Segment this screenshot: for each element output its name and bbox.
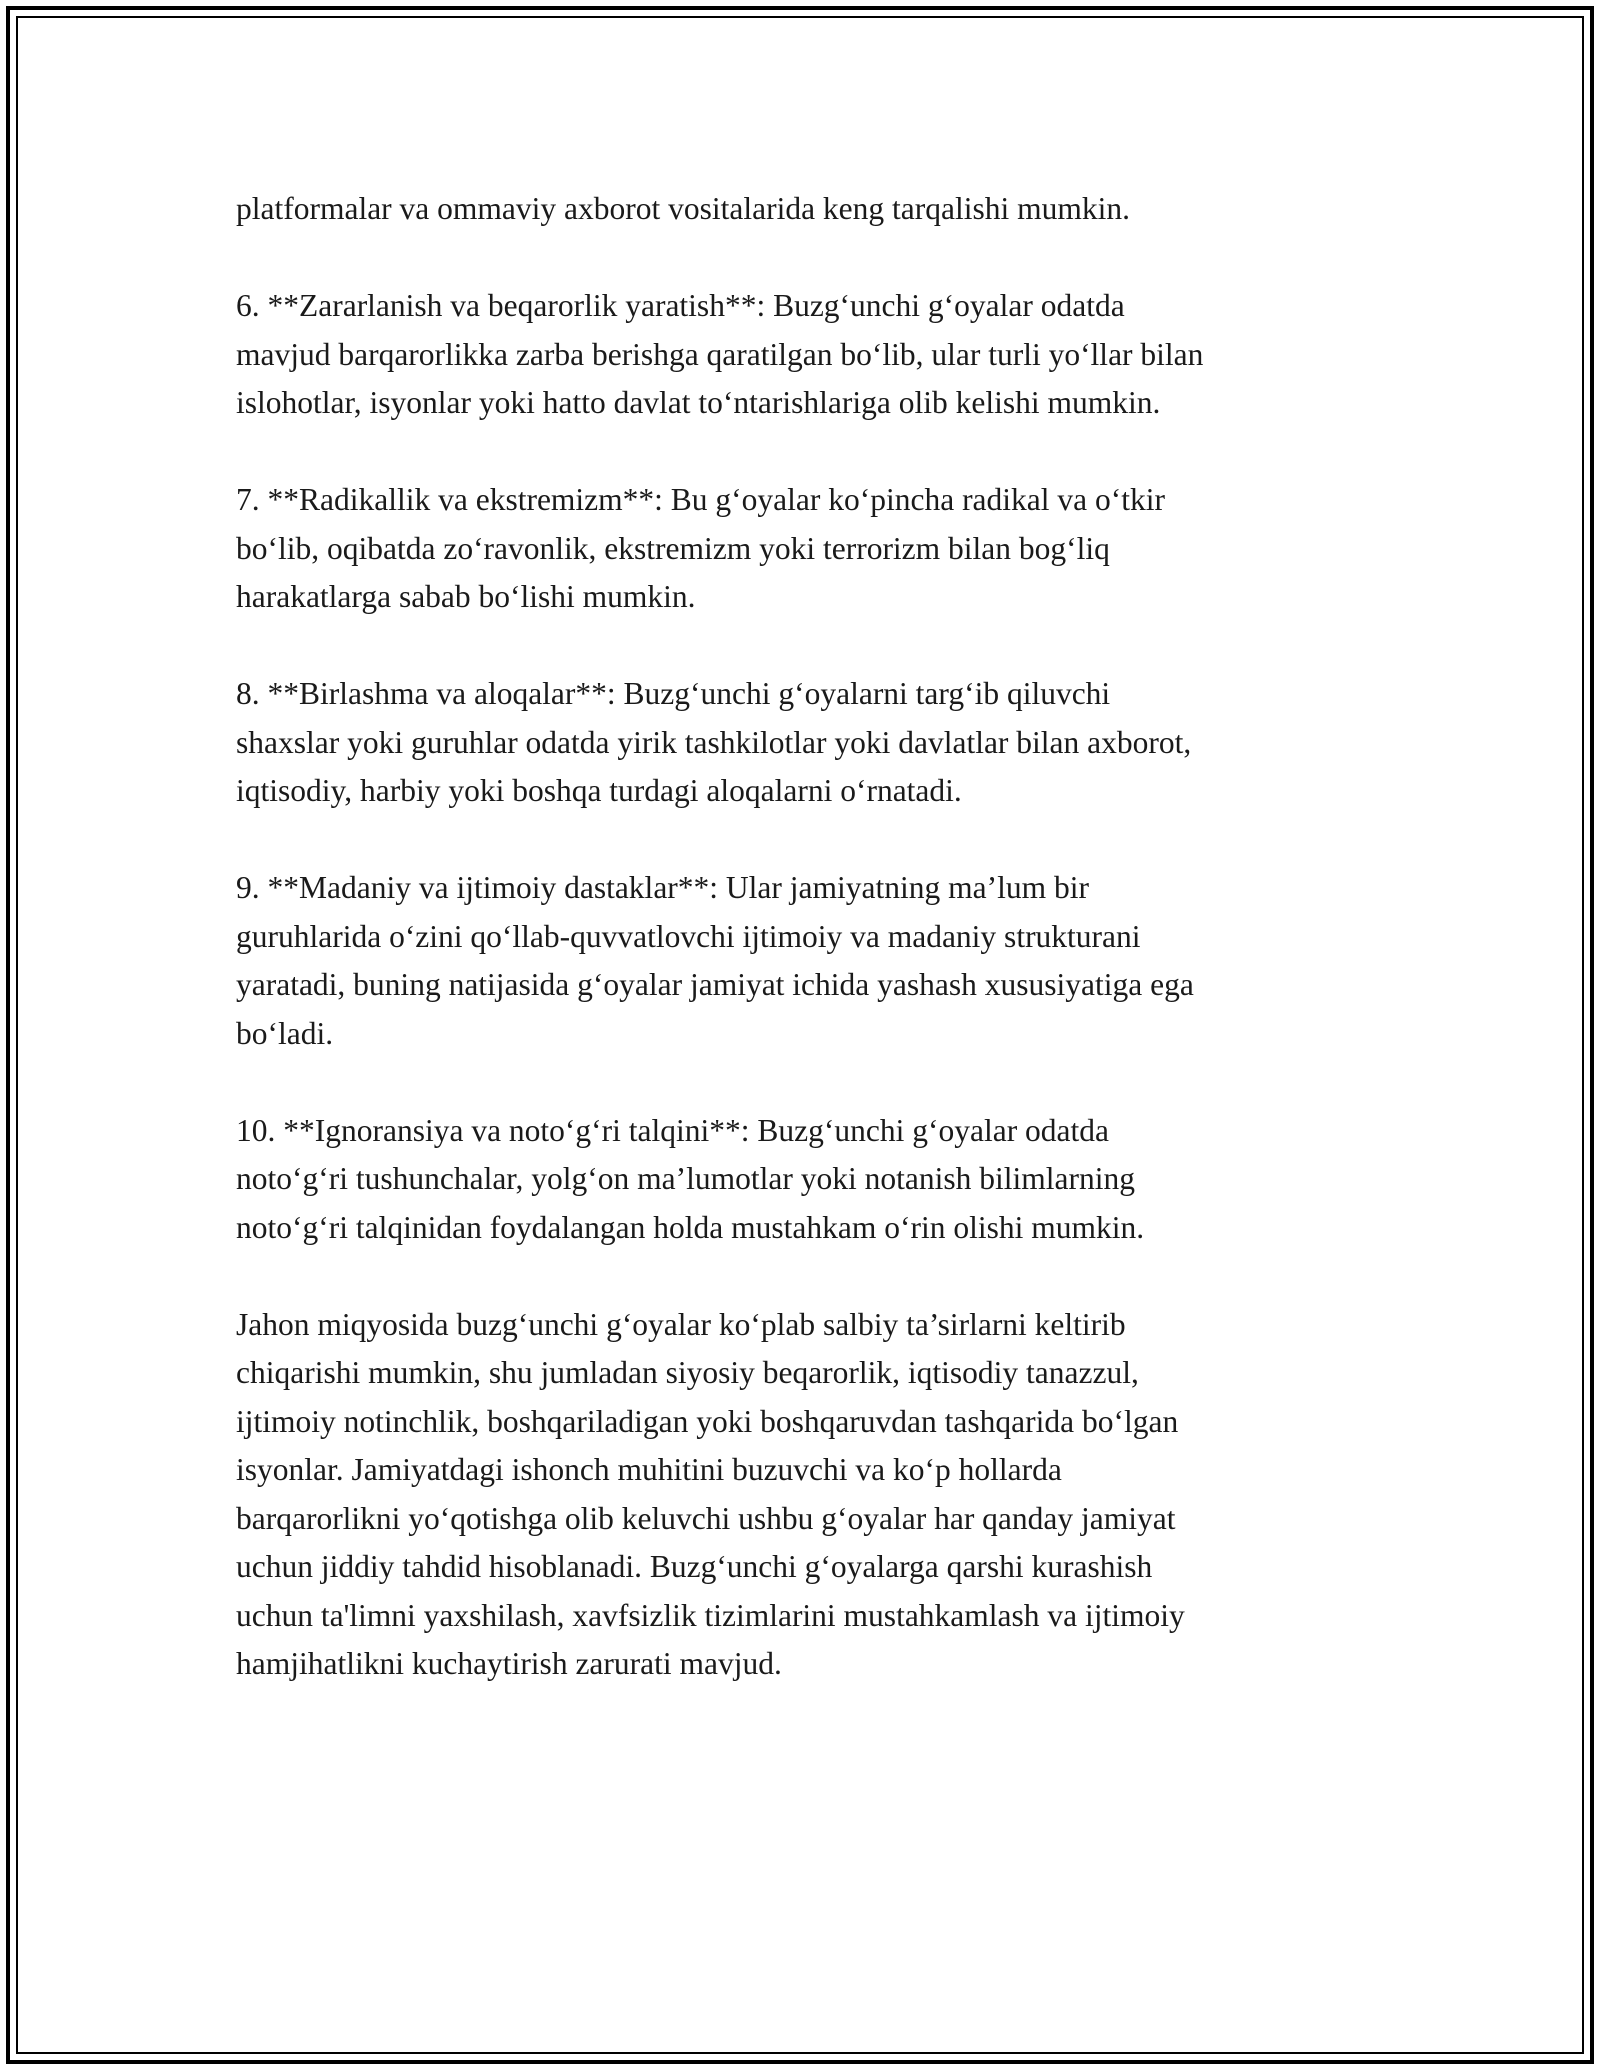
paragraph-continuation: platformalar va ommaviy axborot vositalarida keng tarqalishi mumkin. (236, 191, 1131, 226)
list-item-9: 9. **Madaniy va ijtimoiy dastaklar**: Ular jamiyatning ma’lum bir guruhlarida o‘zini qo‘llab-quvvatlovchi ijtimoiy va madaniy strukturani yaratadi, buning natijasida g‘oyalar jamiyat ichida yashash xususiyatiga ega bo‘ladi. (236, 870, 1194, 1051)
list-item-10: 10. **Ignoransiya va noto‘g‘ri talqini**: Buzg‘unchi g‘oyalar odatda noto‘g‘ri tushunchalar, yolg‘on ma’lumotlar yoki notanish bilimlarning noto‘g‘ri talqinidan foydalangan holda mustahkam o‘rin olishi mumkin. (236, 1112, 1145, 1245)
list-item-7: 7. **Radikallik va ekstremizm**: Bu g‘oyalar ko‘pincha radikal va o‘tkir bo‘lib, oqibatda zo‘ravonlik, ekstremizm yoki terrorizm bilan bog‘liq harakatlarga sabab bo‘lishi mumkin. (236, 482, 1165, 614)
list-item-6: 6. **Zararlanish va beqarorlik yaratish**: Buzg‘unchi g‘oyalar odatda mavjud barqarorlikka zarba berishga qaratilgan bo‘lib, ular turli yo‘llar bilan islohotlar, isyonlar yoki hatto davlat to‘ntarishlariga olib kelishi mumkin. (236, 288, 1204, 420)
conclusion-paragraph: Jahon miqyosida buzg‘unchi g‘oyalar ko‘plab salbiy ta’sirlarni keltirib chiqarishi mumkin, shu jumladan siyosiy beqarorlik, iqtisodiy tanazzul, ijtimoiy notinchlik, boshqariladigan yoki boshqaruvdan tashqarida bo‘lgan isyonlar. Jamiyatdagi ishonch muhitini buzuvchi va ko‘p hollarda barqarorlikni yo‘qotishga olib keluvchi ushbu g‘oyalar har qanday jamiyat uchun jiddiy tahdid hisoblanadi. Buzg‘unchi g‘oyalarga qarshi kurashish uchun ta'limni yaxshilash, xavfsizlik tizimlarini mustahkamlash va ijtimoiy hamjihatlikni kuchaytirish zarurati mavjud. (236, 1306, 1185, 1681)
list-item-8: 8. **Birlashma va aloqalar**: Buzg‘unchi g‘oyalarni targ‘ib qiluvchi shaxslar yoki guruhlar odatda yirik tashkilotlar yoki davlatlar bilan axborot, iqtisodiy, harbiy yoki boshqa turdagi aloqalarni o‘rnatadi. (236, 676, 1192, 808)
document-body (236, 185, 1376, 1737)
